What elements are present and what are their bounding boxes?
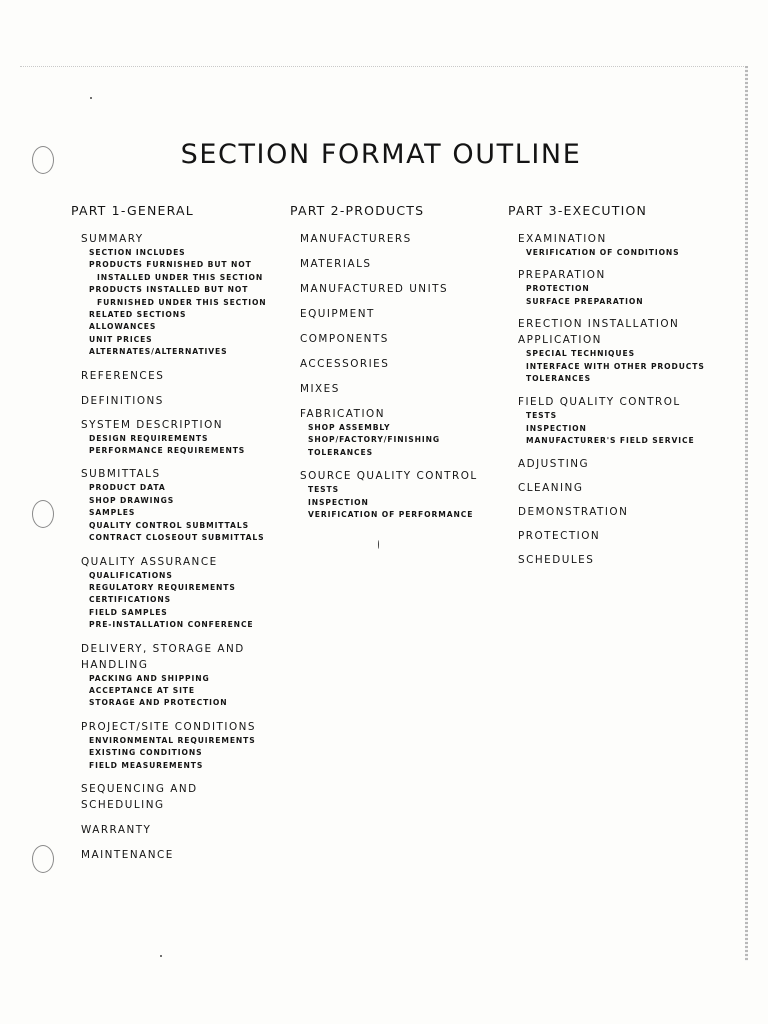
paragraph-item: CERTIFICATIONS [89, 595, 172, 605]
article-heading: MANUFACTURERS [300, 233, 412, 245]
top-edge-rule [20, 66, 748, 67]
article-heading: SYSTEM DESCRIPTION [81, 418, 224, 431]
article-heading: SEQUENCING AND [81, 782, 198, 795]
outline-group [518, 456, 705, 472]
outline-group [300, 381, 478, 397]
outline-group [518, 316, 705, 385]
outline-group [81, 231, 267, 359]
outline-group [300, 331, 478, 347]
article-heading: DEMONSTRATION [518, 505, 629, 518]
paragraph-item: TOLERANCES [526, 374, 591, 384]
part-heading: PART 3-EXECUTION [508, 203, 648, 218]
paragraph-list [518, 348, 705, 385]
paragraph-item: SHOP ASSEMBLY [308, 423, 391, 432]
article-heading: DELIVERY, STORAGE AND [81, 642, 245, 655]
article-heading: CLEANING [518, 481, 584, 494]
scan-speck [90, 97, 92, 99]
article-heading: SCHEDULES [518, 553, 595, 566]
paragraph-list [518, 410, 705, 447]
paragraph-item: SAMPLES [89, 508, 136, 518]
article-heading-continued: APPLICATION [518, 334, 602, 347]
article-heading: SUMMARY [81, 233, 144, 245]
paragraph-item: UNIT PRICES [89, 334, 153, 344]
outline-group [81, 466, 267, 544]
article-heading: WARRANTY [81, 823, 152, 836]
outline-group [300, 306, 478, 322]
paragraph-list [81, 247, 267, 359]
article-heading: ADJUSTING [518, 457, 590, 470]
article-heading: SUBMITTALS [81, 468, 161, 481]
paragraph-item: QUALIFICATIONS [89, 570, 173, 580]
paragraph-item: REGULATORY REQUIREMENTS [89, 582, 236, 592]
article-heading: PREPARATION [518, 269, 606, 282]
outline-group [300, 356, 478, 372]
paragraph-item: SPECIAL TECHNIQUES [526, 349, 635, 359]
paragraph-item: INSTALLED UNDER THIS SECTION [97, 272, 264, 282]
part-heading: PART 2-PRODUCTS [290, 203, 425, 218]
outline-group [81, 641, 267, 710]
article-heading: DEFINITIONS [81, 394, 164, 407]
paragraph-item: SHOP DRAWINGS [89, 495, 175, 505]
paragraph-item: INSPECTION [526, 423, 587, 433]
article-heading: COMPONENTS [300, 333, 389, 345]
paragraph-item: ALLOWANCES [89, 322, 157, 332]
outline-group [300, 256, 478, 272]
paragraph-list [300, 484, 478, 521]
part-heading: PART 1-GENERAL [71, 203, 194, 218]
paragraph-item: FURNISHED UNDER THIS SECTION [97, 297, 267, 307]
paragraph-list [518, 247, 705, 259]
paragraph-item: PRODUCTS INSTALLED BUT NOT [89, 285, 249, 295]
article-heading: PROTECTION [518, 529, 601, 542]
outline-group [518, 267, 705, 308]
outline-group [300, 281, 478, 297]
article-heading: MATERIALS [300, 258, 372, 270]
outline-group [518, 504, 705, 520]
article-heading: PROJECT/SITE CONDITIONS [81, 720, 257, 733]
column-part-1 [71, 203, 267, 871]
paragraph-item: FIELD MEASUREMENTS [89, 760, 204, 770]
article-heading: MAINTENANCE [81, 848, 174, 861]
outline-group [81, 847, 267, 863]
paragraph-list [81, 673, 267, 710]
article-heading: QUALITY ASSURANCE [81, 555, 218, 568]
paragraph-item: PRE-INSTALLATION CONFERENCE [89, 620, 254, 630]
paragraph-list [81, 482, 267, 544]
outline-group [81, 368, 267, 384]
paragraph-list [81, 433, 267, 458]
punch-hole-bottom [32, 845, 54, 873]
column-part-2 [290, 203, 478, 529]
outline-groups [508, 231, 705, 568]
article-heading: FIELD QUALITY CONTROL [518, 396, 681, 409]
paragraph-item: ALTERNATES/ALTERNATIVES [89, 347, 228, 357]
paragraph-item: CONTRACT CLOSEOUT SUBMITTALS [89, 533, 265, 543]
outline-group [300, 406, 478, 459]
article-heading: SOURCE QUALITY CONTROL [300, 470, 478, 483]
article-heading-continued: HANDLING [81, 658, 149, 671]
article-heading: EXAMINATION [518, 233, 607, 245]
article-heading: ERECTION INSTALLATION [518, 318, 680, 331]
article-heading-continued: SCHEDULING [81, 798, 165, 811]
paragraph-item: ACCEPTANCE AT SITE [89, 685, 195, 695]
outline-group [300, 231, 478, 247]
scan-speck [378, 540, 379, 549]
paragraph-item: QUALITY CONTROL SUBMITTALS [89, 520, 249, 530]
paragraph-item: TOLERANCES [308, 447, 373, 457]
paragraph-list [81, 570, 267, 632]
paragraph-item: TESTS [308, 485, 339, 495]
outline-group [81, 554, 267, 632]
right-edge-rule [745, 66, 748, 961]
article-heading: EQUIPMENT [300, 308, 375, 320]
outline-groups [71, 231, 267, 863]
outline-group [518, 394, 705, 447]
paragraph-list [518, 283, 705, 308]
outline-group [300, 468, 478, 521]
paragraph-item: EXISTING CONDITIONS [89, 748, 203, 758]
paragraph-item: FIELD SAMPLES [89, 607, 168, 617]
outline-group [81, 393, 267, 409]
paragraph-item: PERFORMANCE REQUIREMENTS [89, 446, 246, 456]
paragraph-item: MANUFACTURER'S FIELD SERVICE [526, 436, 695, 446]
outline-group [518, 231, 705, 259]
paragraph-item: PRODUCTS FURNISHED BUT NOT [89, 260, 252, 270]
paragraph-item: DESIGN REQUIREMENTS [89, 433, 209, 443]
outline-group [518, 480, 705, 496]
article-heading: MIXES [300, 383, 340, 395]
outline-group [81, 417, 267, 458]
outline-group [518, 552, 705, 568]
outline-group [81, 719, 267, 772]
paragraph-item: INTERFACE WITH OTHER PRODUCTS [526, 361, 705, 371]
paragraph-item: PACKING AND SHIPPING [89, 673, 210, 683]
paragraph-item: VERIFICATION OF PERFORMANCE [308, 510, 474, 520]
paragraph-item: PROTECTION [526, 284, 590, 294]
article-heading: MANUFACTURED UNITS [300, 283, 449, 295]
paragraph-list [300, 422, 478, 459]
paragraph-item: SHOP/FACTORY/FINISHING [308, 435, 440, 445]
outline-group [518, 528, 705, 544]
paragraph-item: SURFACE PREPARATION [526, 296, 644, 306]
outline-group [81, 822, 267, 838]
punch-hole-middle [32, 500, 54, 528]
article-heading: ACCESSORIES [300, 358, 390, 370]
paragraph-list [81, 735, 267, 772]
article-heading: FABRICATION [300, 408, 385, 420]
paragraph-item: SECTION INCLUDES [89, 248, 186, 257]
paragraph-item: PRODUCT DATA [89, 483, 166, 493]
column-part-3 [508, 203, 705, 576]
paragraph-item: VERIFICATION OF CONDITIONS [526, 248, 680, 257]
outline-groups [290, 231, 478, 521]
paragraph-item: ENVIRONMENTAL REQUIREMENTS [89, 735, 256, 745]
scan-speck [160, 955, 162, 957]
outline-group [81, 781, 267, 813]
article-heading: REFERENCES [81, 369, 165, 382]
paragraph-item: TESTS [526, 411, 557, 421]
paragraph-item: STORAGE AND PROTECTION [89, 698, 228, 708]
paragraph-item: INSPECTION [308, 497, 369, 507]
page-title: SECTION FORMAT OUTLINE [180, 139, 582, 170]
paragraph-item: RELATED SECTIONS [89, 310, 187, 320]
